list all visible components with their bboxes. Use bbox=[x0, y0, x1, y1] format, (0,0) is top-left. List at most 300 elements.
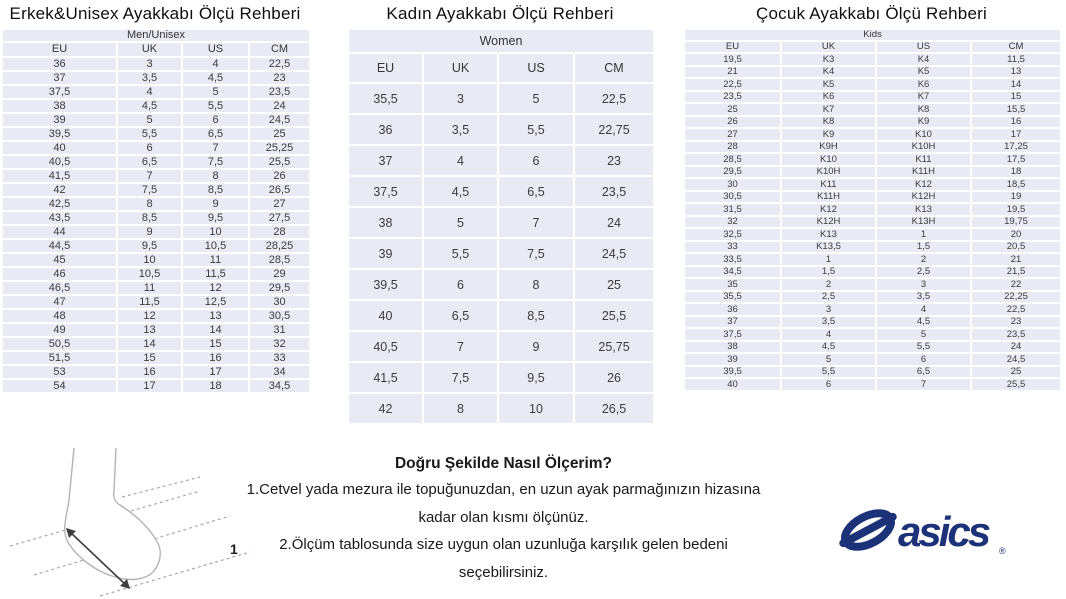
size-cell: 22,25 bbox=[971, 291, 1061, 304]
table-group-header: Kids bbox=[684, 29, 1061, 41]
size-cell: 4,5 bbox=[423, 176, 498, 207]
size-row bbox=[348, 362, 654, 393]
size-cell: 9,5 bbox=[117, 239, 182, 253]
size-cell: 6,5 bbox=[182, 127, 249, 141]
column-header: EU bbox=[684, 41, 781, 53]
size-cell: 10 bbox=[498, 393, 574, 424]
size-cell: 23,5 bbox=[574, 176, 654, 207]
size-cell: 26 bbox=[249, 169, 310, 183]
size-cell: 5 bbox=[781, 353, 876, 366]
women-table-title: Kadın Ayakkabı Ölçü Rehberi bbox=[386, 4, 614, 23]
size-cell: 6 bbox=[876, 353, 971, 366]
instruction-line: kadar olan kısmı ölçünüz. bbox=[418, 508, 589, 526]
size-cell: 28,5 bbox=[684, 153, 781, 166]
size-cell: 4 bbox=[876, 303, 971, 316]
size-cell: 11,5 bbox=[971, 53, 1061, 66]
size-row bbox=[2, 351, 310, 365]
kids-section bbox=[683, 2, 1060, 392]
size-cell: 9 bbox=[182, 197, 249, 211]
size-cell: 30 bbox=[249, 295, 310, 309]
size-cell: K11H bbox=[781, 191, 876, 204]
size-cell: 16 bbox=[971, 116, 1061, 129]
size-cell: 29 bbox=[249, 267, 310, 281]
size-cell: K10H bbox=[781, 166, 876, 179]
size-cell: K11 bbox=[876, 153, 971, 166]
size-row bbox=[684, 378, 1061, 391]
size-row bbox=[684, 103, 1061, 116]
kids-size-table bbox=[683, 28, 1062, 392]
size-cell: 25 bbox=[684, 103, 781, 116]
size-cell: K8 bbox=[876, 103, 971, 116]
size-cell: 2 bbox=[781, 278, 876, 291]
size-cell: K4 bbox=[876, 53, 971, 66]
size-row bbox=[2, 71, 310, 85]
size-cell: 4 bbox=[423, 145, 498, 176]
size-row bbox=[684, 128, 1061, 141]
size-row bbox=[348, 393, 654, 424]
size-cell: 46,5 bbox=[2, 281, 117, 295]
dashed-guide-line bbox=[122, 477, 200, 497]
size-cell: 40 bbox=[348, 300, 423, 331]
size-cell: 30,5 bbox=[249, 309, 310, 323]
size-cell: 9,5 bbox=[498, 362, 574, 393]
size-row bbox=[2, 295, 310, 309]
size-cell: 1,5 bbox=[876, 241, 971, 254]
size-cell: 5 bbox=[876, 328, 971, 341]
size-cell: 11 bbox=[117, 281, 182, 295]
size-cell: 31 bbox=[249, 323, 310, 337]
size-cell: 2,5 bbox=[876, 266, 971, 279]
size-cell: K13H bbox=[876, 216, 971, 229]
size-row bbox=[348, 114, 654, 145]
size-row bbox=[684, 191, 1061, 204]
size-row bbox=[2, 323, 310, 337]
size-row bbox=[2, 225, 310, 239]
size-cell: 15 bbox=[182, 337, 249, 351]
size-cell: 25,5 bbox=[971, 378, 1061, 391]
size-cell: K11 bbox=[781, 178, 876, 191]
size-cell: 16 bbox=[182, 351, 249, 365]
size-row bbox=[2, 183, 310, 197]
size-cell: 4,5 bbox=[117, 99, 182, 113]
size-cell: 6 bbox=[498, 145, 574, 176]
size-row bbox=[2, 85, 310, 99]
size-cell: 5,5 bbox=[182, 99, 249, 113]
size-cell: K3 bbox=[781, 53, 876, 66]
size-cell: 3 bbox=[117, 57, 182, 71]
size-cell: 3,5 bbox=[423, 114, 498, 145]
kids-table-title: Çocuk Ayakkabı Ölçü Rehberi bbox=[756, 4, 987, 23]
size-cell: 12 bbox=[117, 309, 182, 323]
size-row bbox=[684, 291, 1061, 304]
size-cell: 2,5 bbox=[781, 291, 876, 304]
size-cell: 11 bbox=[182, 253, 249, 267]
size-cell: 8 bbox=[117, 197, 182, 211]
size-cell: 32,5 bbox=[684, 228, 781, 241]
size-cell: 32 bbox=[249, 337, 310, 351]
size-cell: 49 bbox=[2, 323, 117, 337]
size-cell: 6,5 bbox=[876, 366, 971, 379]
size-cell: K13,5 bbox=[781, 241, 876, 254]
column-header: CM bbox=[971, 41, 1061, 53]
size-cell: 1 bbox=[876, 228, 971, 241]
size-cell: 8,5 bbox=[117, 211, 182, 225]
size-row bbox=[684, 328, 1061, 341]
size-row bbox=[684, 116, 1061, 129]
asics-spiral-mark-icon bbox=[836, 503, 903, 557]
size-cell: 26,5 bbox=[249, 183, 310, 197]
size-cell: 21 bbox=[971, 253, 1061, 266]
size-cell: 8,5 bbox=[182, 183, 249, 197]
group-header-row bbox=[684, 29, 1061, 41]
size-cell: 10,5 bbox=[182, 239, 249, 253]
size-cell: K4 bbox=[781, 66, 876, 79]
size-cell: K9 bbox=[876, 116, 971, 129]
size-cell: 14 bbox=[117, 337, 182, 351]
size-cell: 6,5 bbox=[117, 155, 182, 169]
size-row bbox=[684, 353, 1061, 366]
size-row bbox=[2, 113, 310, 127]
size-cell: 6 bbox=[117, 141, 182, 155]
size-cell: 27 bbox=[684, 128, 781, 141]
size-cell: 3,5 bbox=[876, 291, 971, 304]
column-header: UK bbox=[117, 42, 182, 57]
size-cell: K7 bbox=[781, 103, 876, 116]
size-cell: K6 bbox=[781, 91, 876, 104]
size-row bbox=[684, 253, 1061, 266]
size-row bbox=[2, 309, 310, 323]
size-cell: 7 bbox=[423, 331, 498, 362]
size-cell: 23 bbox=[249, 71, 310, 85]
size-row bbox=[684, 303, 1061, 316]
size-cell: 40 bbox=[2, 141, 117, 155]
size-cell: 4,5 bbox=[781, 341, 876, 354]
size-cell: 6 bbox=[781, 378, 876, 391]
size-cell: 26 bbox=[574, 362, 654, 393]
size-cell: 37 bbox=[2, 71, 117, 85]
size-cell: 8 bbox=[182, 169, 249, 183]
size-cell: 5,5 bbox=[117, 127, 182, 141]
size-row bbox=[684, 166, 1061, 179]
size-cell: 24,5 bbox=[249, 113, 310, 127]
size-row bbox=[348, 238, 654, 269]
size-cell: 4,5 bbox=[182, 71, 249, 85]
size-cell: 13 bbox=[117, 323, 182, 337]
size-cell: K9H bbox=[781, 141, 876, 154]
asics-logo-icon bbox=[836, 492, 1011, 567]
size-cell: 48 bbox=[2, 309, 117, 323]
size-cell: 31,5 bbox=[684, 203, 781, 216]
size-cell: 3,5 bbox=[781, 316, 876, 329]
size-cell: 17,5 bbox=[971, 153, 1061, 166]
size-cell: 6 bbox=[182, 113, 249, 127]
size-cell: 30,5 bbox=[684, 191, 781, 204]
size-cell: 12 bbox=[182, 281, 249, 295]
size-cell: 1,5 bbox=[781, 266, 876, 279]
column-header: US bbox=[182, 42, 249, 57]
size-cell: 22,5 bbox=[249, 57, 310, 71]
size-cell: 17 bbox=[117, 379, 182, 393]
size-cell: 41,5 bbox=[2, 169, 117, 183]
size-cell: 6 bbox=[423, 269, 498, 300]
size-row bbox=[2, 127, 310, 141]
column-header-row bbox=[2, 42, 310, 57]
size-cell: 25,25 bbox=[249, 141, 310, 155]
size-cell: 6,5 bbox=[498, 176, 574, 207]
size-cell: 33,5 bbox=[684, 253, 781, 266]
size-cell: 10 bbox=[182, 225, 249, 239]
column-header: UK bbox=[423, 53, 498, 83]
registered-trademark-symbol: ® bbox=[999, 546, 1006, 556]
size-cell: 7 bbox=[498, 207, 574, 238]
size-cell: 24 bbox=[971, 341, 1061, 354]
size-cell: 35,5 bbox=[348, 83, 423, 114]
size-cell: 28,5 bbox=[249, 253, 310, 267]
column-header: EU bbox=[348, 53, 423, 83]
size-cell: 41,5 bbox=[348, 362, 423, 393]
instruction-line: 2.Ölçüm tablosunda size uygun olan uzunluğa karşılık gelen bedeni bbox=[279, 536, 728, 553]
measuring-instructions bbox=[240, 452, 767, 586]
women-size-table bbox=[347, 28, 655, 425]
size-cell: 20 bbox=[971, 228, 1061, 241]
size-cell: 42 bbox=[2, 183, 117, 197]
size-cell: 7 bbox=[182, 141, 249, 155]
size-cell: 34,5 bbox=[249, 379, 310, 393]
size-cell: 10,5 bbox=[117, 267, 182, 281]
size-cell: 7,5 bbox=[182, 155, 249, 169]
size-row bbox=[684, 278, 1061, 291]
size-cell: 23,5 bbox=[971, 328, 1061, 341]
size-row bbox=[684, 341, 1061, 354]
size-cell: 17 bbox=[971, 128, 1061, 141]
size-cell: 9,5 bbox=[182, 211, 249, 225]
size-cell: 50,5 bbox=[2, 337, 117, 351]
size-cell: 39 bbox=[348, 238, 423, 269]
men-unisex-section bbox=[1, 2, 309, 394]
size-cell: K5 bbox=[876, 66, 971, 79]
size-cell: 39 bbox=[2, 113, 117, 127]
size-cell: 37 bbox=[348, 145, 423, 176]
size-row bbox=[684, 366, 1061, 379]
size-row bbox=[2, 365, 310, 379]
size-cell: 11,5 bbox=[117, 295, 182, 309]
size-cell: 40 bbox=[684, 378, 781, 391]
size-cell: 40,5 bbox=[348, 331, 423, 362]
size-cell: 44 bbox=[2, 225, 117, 239]
size-cell: 40,5 bbox=[2, 155, 117, 169]
women-section bbox=[347, 2, 653, 425]
size-cell: K9 bbox=[781, 128, 876, 141]
size-cell: 6,5 bbox=[423, 300, 498, 331]
size-row bbox=[684, 241, 1061, 254]
size-row bbox=[2, 141, 310, 155]
size-cell: 33 bbox=[249, 351, 310, 365]
size-cell: 25 bbox=[971, 366, 1061, 379]
size-cell: 37,5 bbox=[684, 328, 781, 341]
size-cell: K12 bbox=[781, 203, 876, 216]
size-cell: 20,5 bbox=[971, 241, 1061, 254]
size-cell: 25 bbox=[249, 127, 310, 141]
size-cell: 23 bbox=[971, 316, 1061, 329]
size-cell: K10 bbox=[876, 128, 971, 141]
size-cell: 32 bbox=[684, 216, 781, 229]
size-cell: 7,5 bbox=[117, 183, 182, 197]
size-cell: 24 bbox=[249, 99, 310, 113]
size-cell: K8 bbox=[781, 116, 876, 129]
size-cell: 14 bbox=[182, 323, 249, 337]
column-header: EU bbox=[2, 42, 117, 57]
size-cell: K10H bbox=[876, 141, 971, 154]
size-cell: 38 bbox=[2, 99, 117, 113]
size-cell: 28,25 bbox=[249, 239, 310, 253]
column-header-row bbox=[684, 41, 1061, 53]
size-cell: K5 bbox=[781, 78, 876, 91]
size-cell: 39,5 bbox=[684, 366, 781, 379]
size-cell: 22,5 bbox=[971, 303, 1061, 316]
size-cell: 42,5 bbox=[2, 197, 117, 211]
size-cell: 29,5 bbox=[249, 281, 310, 295]
size-row bbox=[348, 145, 654, 176]
size-cell: 38 bbox=[684, 341, 781, 354]
asics-wordmark: asics bbox=[898, 508, 989, 555]
size-cell: 24 bbox=[574, 207, 654, 238]
size-cell: 21,5 bbox=[971, 266, 1061, 279]
size-row bbox=[684, 216, 1061, 229]
size-row bbox=[2, 253, 310, 267]
size-cell: K13 bbox=[781, 228, 876, 241]
size-cell: 35,5 bbox=[684, 291, 781, 304]
size-cell: 36 bbox=[348, 114, 423, 145]
size-cell: 16 bbox=[117, 365, 182, 379]
size-row bbox=[684, 91, 1061, 104]
size-cell: 3,5 bbox=[117, 71, 182, 85]
size-cell: 19,5 bbox=[971, 203, 1061, 216]
size-cell: 19 bbox=[971, 191, 1061, 204]
men-table-title: Erkek&Unisex Ayakkabı Ölçü Rehberi bbox=[9, 4, 301, 23]
size-row bbox=[2, 197, 310, 211]
size-row bbox=[684, 153, 1061, 166]
size-cell: 8 bbox=[423, 393, 498, 424]
size-row bbox=[2, 337, 310, 351]
size-cell: 13 bbox=[182, 309, 249, 323]
size-row bbox=[348, 83, 654, 114]
size-cell: 30 bbox=[684, 178, 781, 191]
size-cell: 5,5 bbox=[423, 238, 498, 269]
size-row bbox=[348, 300, 654, 331]
size-cell: 21 bbox=[684, 66, 781, 79]
size-cell: 47 bbox=[2, 295, 117, 309]
size-cell: 25,5 bbox=[574, 300, 654, 331]
size-cell: 29,5 bbox=[684, 166, 781, 179]
size-cell: 37,5 bbox=[2, 85, 117, 99]
size-cell: 26 bbox=[684, 116, 781, 129]
column-header: CM bbox=[249, 42, 310, 57]
column-header: CM bbox=[574, 53, 654, 83]
size-cell: 39,5 bbox=[348, 269, 423, 300]
size-cell: 13 bbox=[971, 66, 1061, 79]
size-cell: 3 bbox=[781, 303, 876, 316]
size-cell: 27 bbox=[249, 197, 310, 211]
size-cell: 14 bbox=[971, 78, 1061, 91]
size-cell: 18 bbox=[182, 379, 249, 393]
size-cell: 11,5 bbox=[182, 267, 249, 281]
size-row bbox=[684, 53, 1061, 66]
size-cell: 54 bbox=[2, 379, 117, 393]
size-cell: 24,5 bbox=[574, 238, 654, 269]
size-cell: 9 bbox=[498, 331, 574, 362]
size-row bbox=[348, 176, 654, 207]
size-cell: 15,5 bbox=[971, 103, 1061, 116]
size-row bbox=[2, 99, 310, 113]
size-cell: 5,5 bbox=[498, 114, 574, 145]
size-cell: 25 bbox=[574, 269, 654, 300]
instruction-line: seçebilirsiniz. bbox=[458, 563, 549, 581]
table-group-header: Women bbox=[348, 29, 654, 53]
size-cell: K12H bbox=[781, 216, 876, 229]
size-cell: 8 bbox=[498, 269, 574, 300]
size-cell: 19,5 bbox=[684, 53, 781, 66]
size-row bbox=[2, 155, 310, 169]
size-cell: 39,5 bbox=[2, 127, 117, 141]
size-cell: 23 bbox=[574, 145, 654, 176]
size-cell: K10 bbox=[781, 153, 876, 166]
size-row bbox=[684, 266, 1061, 279]
size-cell: 4 bbox=[182, 57, 249, 71]
size-cell: 5 bbox=[182, 85, 249, 99]
size-row bbox=[2, 211, 310, 225]
size-cell: 18 bbox=[971, 166, 1061, 179]
group-header-row bbox=[2, 29, 310, 42]
column-header: US bbox=[876, 41, 971, 53]
group-header-row bbox=[348, 29, 654, 53]
column-header: UK bbox=[781, 41, 876, 53]
size-row bbox=[684, 203, 1061, 216]
size-cell: K11H bbox=[876, 166, 971, 179]
size-cell: 34 bbox=[249, 365, 310, 379]
size-cell: K13 bbox=[876, 203, 971, 216]
size-cell: 5 bbox=[423, 207, 498, 238]
size-cell: 37,5 bbox=[348, 176, 423, 207]
size-row bbox=[684, 141, 1061, 154]
foot-measurement-illustration bbox=[4, 444, 254, 599]
size-cell: 18,5 bbox=[971, 178, 1061, 191]
size-cell: K12 bbox=[876, 178, 971, 191]
size-cell: 2 bbox=[876, 253, 971, 266]
asics-logo bbox=[836, 492, 1011, 572]
size-cell: 36 bbox=[2, 57, 117, 71]
size-cell: 28 bbox=[684, 141, 781, 154]
size-cell: 5,5 bbox=[781, 366, 876, 379]
size-cell: 15 bbox=[117, 351, 182, 365]
size-cell: K6 bbox=[876, 78, 971, 91]
size-cell: 15 bbox=[971, 91, 1061, 104]
size-cell: 4,5 bbox=[876, 316, 971, 329]
size-cell: 17 bbox=[182, 365, 249, 379]
size-cell: 5,5 bbox=[876, 341, 971, 354]
size-row bbox=[684, 228, 1061, 241]
size-cell: 22,75 bbox=[574, 114, 654, 145]
size-cell: 3 bbox=[876, 278, 971, 291]
size-cell: 7,5 bbox=[423, 362, 498, 393]
size-cell: 22,5 bbox=[574, 83, 654, 114]
size-cell: 5 bbox=[117, 113, 182, 127]
table-group-header: Men/Unisex bbox=[2, 29, 310, 42]
instructions-title: Doğru Şekilde Nasıl Ölçerim? bbox=[394, 455, 613, 472]
size-cell: 38 bbox=[348, 207, 423, 238]
size-cell: 36 bbox=[684, 303, 781, 316]
size-row bbox=[2, 281, 310, 295]
size-cell: 46 bbox=[2, 267, 117, 281]
